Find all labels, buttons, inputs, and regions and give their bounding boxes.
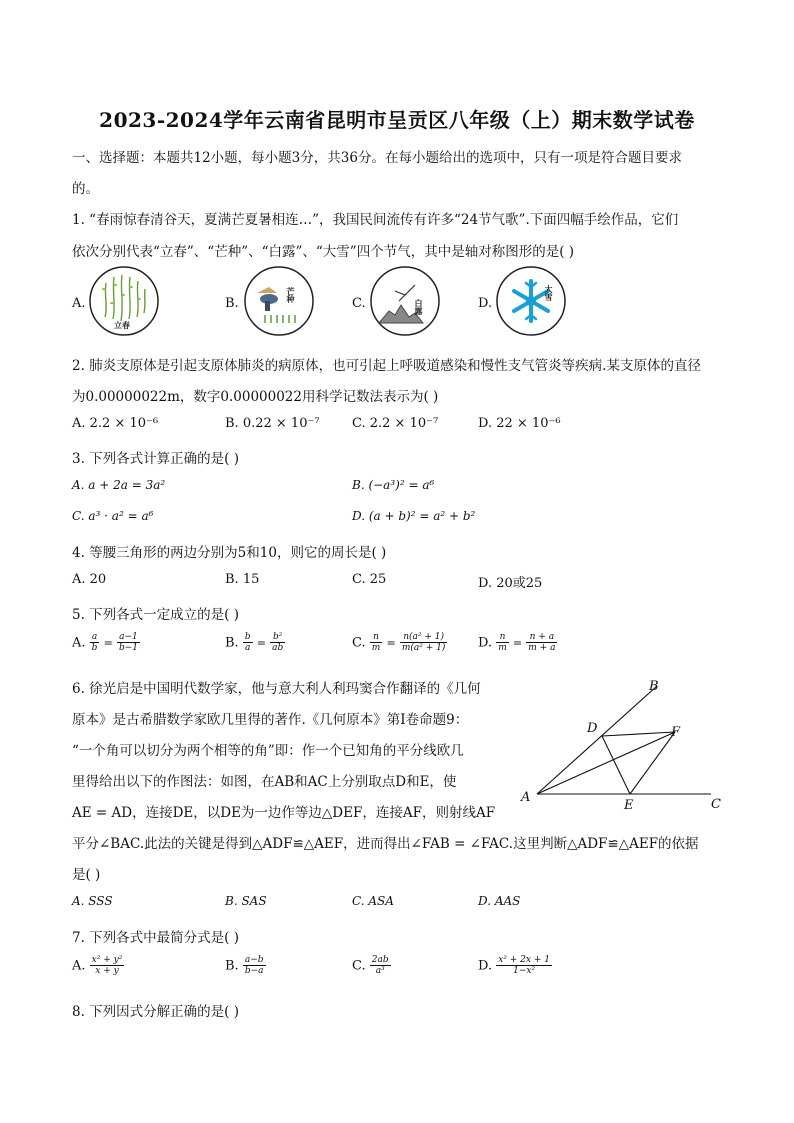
q4-option-a: A. 20 — [72, 572, 107, 587]
q5-option-c: C. $\frac{n}{m}$ = $\frac{\text{n(a² + 1)}}{\text{m(a² + 1)}}$ — [352, 632, 446, 654]
q5-text-line1: 5. 下列各式一定成立的是( ) — [72, 607, 239, 623]
point-b-label: B — [649, 679, 659, 694]
q1-option-a-label: A. — [72, 296, 86, 311]
q3-text-line1: 3. 下列各式计算正确的是( ) — [72, 451, 239, 467]
q7-option-c: C. $\frac{2ab}{\text{a³}}$ — [352, 955, 389, 977]
q3-option-c: C. a³ · a² = a⁶ — [72, 509, 154, 523]
q6-text-line2: 原本》是古希腊数学家欧几里得的著作.《几何原本》第Ⅰ卷命题9： — [72, 712, 469, 728]
q7-option-d: D. $\frac{\text{x² + 2x + 1}}{\text{1−x²}}$ — [478, 955, 550, 977]
ray-af — [537, 732, 675, 794]
q1-option-b-image-text: 芒种 — [286, 287, 296, 303]
q3-option-a: A. a + 2a = 3a² — [72, 478, 166, 492]
q7-option-b: B. $\frac{a-b}{b-a}$ — [225, 955, 264, 977]
q5-option-d-label: D. — [478, 635, 493, 651]
q3-option-d: D. (a + b)² = a² + b² — [352, 509, 476, 523]
q7-option-a-label: A. — [72, 958, 86, 974]
q5-option-c-label: C. — [352, 635, 366, 651]
q7-option-a: A. $\frac{\text{x² + y²}}{x + y}$ — [72, 955, 123, 977]
q7-option-c-label: C. — [352, 958, 366, 974]
q4-option-c: C. 25 — [352, 572, 387, 587]
q6-option-c: C. ASA — [352, 894, 394, 908]
q5-option-d: D. $\frac{n}{m}$ = $\frac{n + a}{m + a}$ — [478, 632, 556, 654]
q6-geometry-figure — [515, 672, 730, 817]
q4-text-line1: 4. 等腰三角形的两边分别为5和10，则它的周长是( ) — [72, 545, 387, 561]
q1-option-c-label: C. — [352, 296, 366, 311]
q1-option-d-image — [495, 265, 567, 337]
q6-option-d: D. AAS — [478, 894, 521, 908]
q6-text-line5: AE = AD，连接DE，以DE为一边作等边△DEF，连接AF，则射线AF — [72, 805, 496, 821]
segment-de — [602, 736, 630, 794]
q2-text-line2: 为0.00000022m，数字0.00000022用科学记数法表示为( ) — [72, 389, 439, 405]
q6-text-line4: 里得给出以下的作图法：如图，在AB和AC上分别取点D和E，使 — [72, 774, 457, 790]
q2-option-d: D. 22 × 10⁻⁶ — [478, 416, 561, 431]
q6-text-line7: 是( ) — [72, 867, 101, 883]
q1-option-c-image — [369, 265, 441, 337]
q6-text-line6: 平分∠BAC.此法的关键是得到△ADF≌△AEF，进而得出∠FAB = ∠FAC.这里判断△ADF≌△AEF的依据 — [72, 836, 699, 852]
section-instruction-line1: 一、选择题：本题共12小题，每小题3分，共36分。在每小题给出的选项中，只有一项是符合题目要求 — [72, 150, 682, 166]
q7-option-b-label: B. — [225, 958, 239, 974]
q2-option-a: A. 2.2 × 10⁻⁶ — [72, 416, 159, 431]
q8-text-line1: 8. 下列因式分解正确的是( ) — [72, 1004, 239, 1020]
q1-option-d-image-text: 大雪 — [544, 285, 554, 301]
q7-option-d-label: D. — [478, 958, 493, 974]
q3-option-b: B. (−a³)² = a⁶ — [352, 478, 435, 492]
q6-option-a: A. SSS — [72, 894, 113, 908]
q5-option-a: A. $\frac{a}{b}$ = $\frac{a-1}{b-1}$ — [72, 632, 138, 654]
q7-text-line1: 7. 下列各式中最简分式是( ) — [72, 930, 239, 946]
section-instruction-line2: 的。 — [72, 181, 99, 197]
point-a-label: A — [521, 790, 531, 805]
page-title: 2023-2024学年云南省昆明市呈贡区八年级（上）期末数学试卷 — [99, 108, 695, 132]
q1-option-b-image — [243, 265, 315, 337]
point-d-label: D — [587, 721, 598, 736]
ray-ab — [537, 686, 657, 794]
q6-text-line1: 6. 徐光启是中国明代数学家，他与意大利人利玛窦合作翻译的《几何 — [72, 681, 481, 697]
q1-option-c-image-text: 白露 — [414, 299, 424, 315]
q4-option-b: B. 15 — [225, 572, 260, 587]
q4-option-d: D. 20或25 — [478, 576, 543, 591]
q5-option-b-label: B. — [225, 635, 239, 651]
point-f-label: F — [671, 725, 681, 740]
q5-option-b: B. $\frac{b}{a}$ = $\frac{\text{b²}}{ab}$ — [225, 632, 284, 654]
q1-text-line1: 1. “春雨惊春清谷天，夏满芒夏暑相连…”，我国民间流传有许多“24节气歌”.下面四幅手绘作品，它们 — [72, 212, 679, 228]
segment-df — [602, 732, 675, 736]
point-e-label: E — [624, 798, 634, 813]
q2-option-b: B. 0.22 × 10⁻⁷ — [225, 416, 320, 431]
q5-option-a-label: A. — [72, 635, 86, 651]
q6-option-b: B. SAS — [225, 894, 267, 908]
point-c-label: C — [711, 797, 721, 812]
q1-option-d-label: D. — [478, 296, 493, 311]
q1-text-line2: 依次分别代表“立春”、“芒种”、“白露”、“大雪”四个节气，其中是轴对称图形的是( ) — [72, 244, 575, 260]
segment-ef — [630, 732, 675, 794]
q2-text-line1: 2. 肺炎支原体是引起支原体肺炎的病原体，也可引起上呼吸道感染和慢性支气管炎等疾病.某支原体的直径 — [72, 358, 701, 374]
q6-text-line3: “一个角可以切分为两个相等的角”即：作一个已知角的平分线欧几 — [72, 743, 464, 759]
q1-option-a-image — [88, 265, 160, 337]
q1-option-b-label: B. — [225, 296, 239, 311]
q1-option-a-image-text: 立春 — [114, 320, 130, 330]
q2-option-c: C. 2.2 × 10⁻⁷ — [352, 416, 439, 431]
